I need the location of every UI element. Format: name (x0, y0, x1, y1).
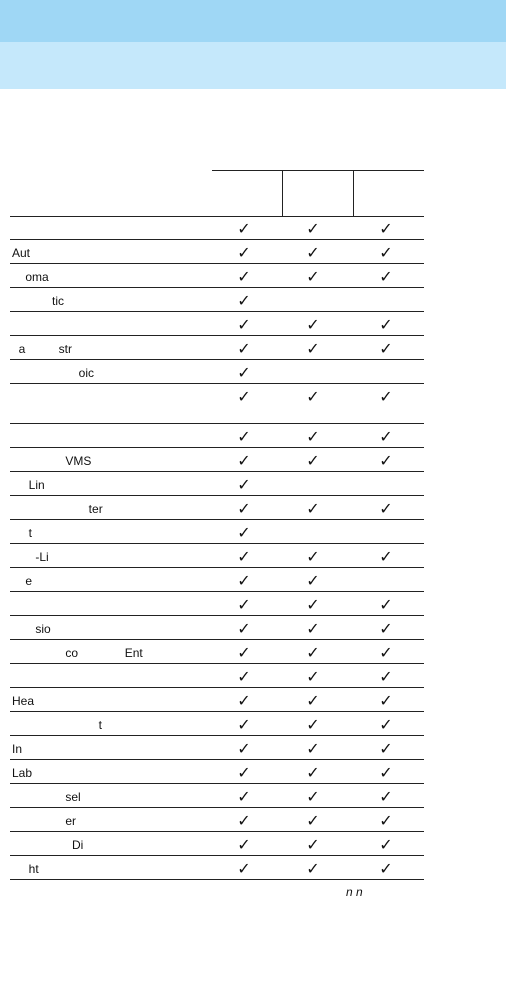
checkmark-icon: ✓ (379, 691, 393, 710)
checkmark-icon: ✓ (379, 243, 393, 262)
table-row (10, 808, 424, 832)
table-body (10, 216, 424, 880)
row-label: t (12, 718, 103, 732)
checkmark-icon: ✓ (379, 763, 393, 782)
checkmark-icon: ✓ (306, 499, 320, 518)
checkmark-icon: ✓ (237, 859, 251, 878)
table-row (10, 448, 424, 472)
feature-table (10, 170, 424, 878)
table-row (10, 384, 424, 424)
checkmark-icon: ✓ (379, 715, 393, 734)
checkmark-icon: ✓ (306, 643, 320, 662)
checkmark-icon: ✓ (306, 763, 320, 782)
checkmark-icon: ✓ (306, 427, 320, 446)
row-label: VMS (12, 454, 92, 468)
checkmark-icon: ✓ (237, 291, 251, 310)
checkmark-icon: ✓ (306, 219, 320, 238)
checkmark-icon: ✓ (237, 811, 251, 830)
table-row (10, 360, 424, 384)
checkmark-icon: ✓ (379, 859, 393, 878)
checkmark-icon: ✓ (379, 219, 393, 238)
checkmark-icon: ✓ (306, 739, 320, 758)
table-row (10, 688, 424, 712)
checkmark-icon: ✓ (237, 499, 251, 518)
table-row (10, 424, 424, 448)
row-label: sel (12, 790, 81, 804)
table-row (10, 544, 424, 568)
table-row (10, 240, 424, 264)
checkmark-icon: ✓ (237, 571, 251, 590)
table-row (10, 832, 424, 856)
table-row (10, 336, 424, 360)
checkmark-icon: ✓ (237, 243, 251, 262)
checkmark-icon: ✓ (379, 811, 393, 830)
checkmark-icon: ✓ (306, 243, 320, 262)
checkmark-icon: ✓ (306, 451, 320, 470)
row-label: ht (12, 862, 39, 876)
checkmark-icon: ✓ (306, 787, 320, 806)
checkmark-icon: ✓ (379, 387, 393, 406)
checkmark-icon: ✓ (237, 763, 251, 782)
checkmark-icon: ✓ (237, 643, 251, 662)
table-row (10, 496, 424, 520)
checkmark-icon: ✓ (379, 315, 393, 334)
checkmark-icon: ✓ (306, 595, 320, 614)
checkmark-icon: ✓ (379, 787, 393, 806)
row-label: sio (12, 622, 51, 636)
subheader-band (0, 42, 506, 89)
checkmark-icon: ✓ (379, 267, 393, 286)
checkmark-icon: ✓ (306, 547, 320, 566)
row-label: ter (12, 502, 103, 516)
row-label: Hea (12, 694, 35, 708)
checkmark-icon: ✓ (237, 267, 251, 286)
checkmark-icon: ✓ (237, 339, 251, 358)
checkmark-icon: ✓ (237, 619, 251, 638)
table-row (10, 520, 424, 544)
row-label: tic (12, 294, 65, 308)
column-divider (353, 170, 354, 216)
checkmark-icon: ✓ (237, 739, 251, 758)
checkmark-icon: ✓ (306, 387, 320, 406)
table-row (10, 288, 424, 312)
checkmark-icon: ✓ (306, 715, 320, 734)
table-row (10, 216, 424, 240)
checkmark-icon: ✓ (379, 667, 393, 686)
checkmark-icon: ✓ (379, 643, 393, 662)
checkmark-icon: ✓ (237, 427, 251, 446)
checkmark-icon: ✓ (306, 691, 320, 710)
checkmark-icon: ✓ (379, 835, 393, 854)
row-label: oma (12, 270, 49, 284)
table-row (10, 568, 424, 592)
table-header (10, 170, 424, 216)
table-row (10, 736, 424, 760)
table-row (10, 592, 424, 616)
checkmark-icon: ✓ (379, 451, 393, 470)
header-band (0, 0, 506, 42)
table-row (10, 312, 424, 336)
table-row (10, 760, 424, 784)
header-top-rule (212, 170, 424, 171)
checkmark-icon: ✓ (237, 219, 251, 238)
table-row (10, 264, 424, 288)
checkmark-icon: ✓ (379, 547, 393, 566)
row-label: e (12, 574, 33, 588)
checkmark-icon: ✓ (306, 859, 320, 878)
checkmark-icon: ✓ (306, 619, 320, 638)
checkmark-icon: ✓ (237, 691, 251, 710)
row-label: In (12, 742, 23, 756)
row-label: Di (12, 838, 84, 852)
checkmark-icon: ✓ (237, 363, 251, 382)
checkmark-icon: ✓ (237, 835, 251, 854)
row-label: -Li (12, 550, 49, 564)
checkmark-icon: ✓ (237, 523, 251, 542)
checkmark-icon: ✓ (237, 451, 251, 470)
checkmark-icon: ✓ (379, 595, 393, 614)
checkmark-icon: ✓ (379, 619, 393, 638)
checkmark-icon: ✓ (306, 835, 320, 854)
checkmark-icon: ✓ (306, 267, 320, 286)
checkmark-icon: ✓ (379, 427, 393, 446)
checkmark-icon: ✓ (379, 499, 393, 518)
row-label: Aut (12, 246, 31, 260)
row-label: a str (12, 342, 73, 356)
checkmark-icon: ✓ (379, 739, 393, 758)
checkmark-icon: ✓ (237, 475, 251, 494)
checkmark-icon: ✓ (237, 595, 251, 614)
table-row (10, 616, 424, 640)
table-row (10, 856, 424, 880)
row-label: Lab (12, 766, 33, 780)
row-label: oic (12, 366, 95, 380)
row-label: er (12, 814, 77, 828)
checkmark-icon: ✓ (237, 387, 251, 406)
footer-mark: n n (346, 885, 363, 899)
row-label: Lin (12, 478, 45, 492)
table-row (10, 664, 424, 688)
checkmark-icon: ✓ (379, 339, 393, 358)
checkmark-icon: ✓ (237, 667, 251, 686)
table-row (10, 640, 424, 664)
checkmark-icon: ✓ (306, 667, 320, 686)
table-row (10, 712, 424, 736)
checkmark-icon: ✓ (306, 811, 320, 830)
column-divider (282, 170, 283, 216)
checkmark-icon: ✓ (237, 315, 251, 334)
row-label: t (12, 526, 33, 540)
checkmark-icon: ✓ (306, 315, 320, 334)
table-row (10, 784, 424, 808)
checkmark-icon: ✓ (306, 339, 320, 358)
row-label: co Ent (12, 646, 143, 660)
checkmark-icon: ✓ (237, 547, 251, 566)
table-row (10, 472, 424, 496)
checkmark-icon: ✓ (237, 787, 251, 806)
checkmark-icon: ✓ (306, 571, 320, 590)
checkmark-icon: ✓ (237, 715, 251, 734)
